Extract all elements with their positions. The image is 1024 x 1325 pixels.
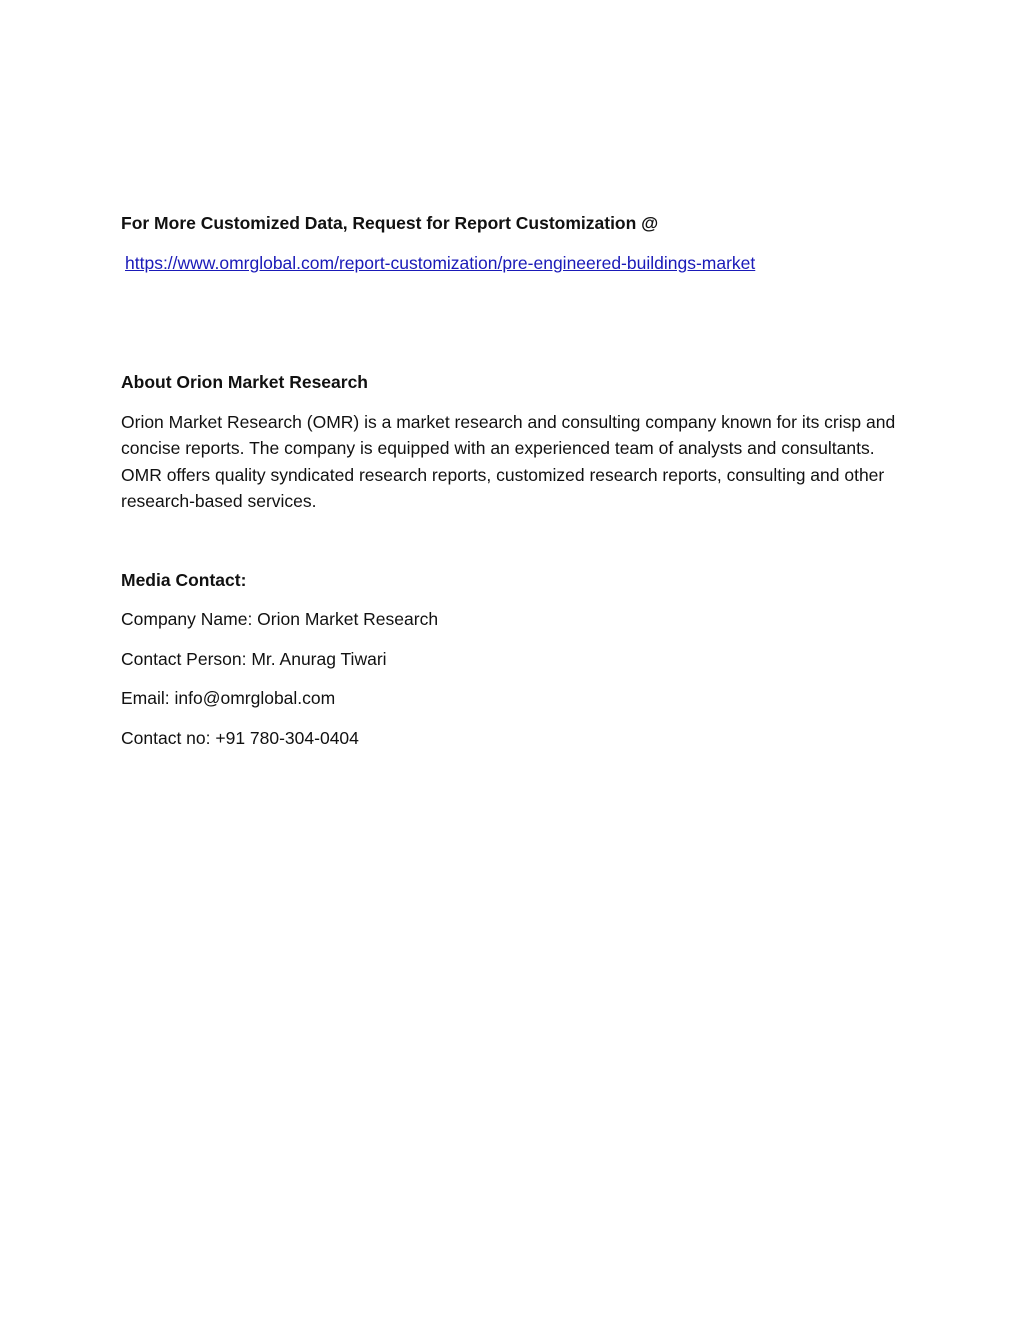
contact-person: Contact Person: Mr. Anurag Tiwari bbox=[121, 648, 387, 669]
customization-link[interactable]: https://www.omrglobal.com/report-customization/pre-engineered-buildings-market bbox=[125, 252, 756, 273]
about-heading: About Orion Market Research bbox=[121, 372, 368, 392]
contact-phone: Contact no: +91 780-304-0404 bbox=[121, 727, 359, 748]
about-paragraph: Orion Market Research (OMR) is a market research and consulting company known for its crisp and concise reports. The company is equipped with an experienced team of analysts and consultants. OMR offers quality syndicated research reports, customized research reports, consulting and other research-based services. bbox=[121, 411, 896, 511]
contact-company: Company Name: Orion Market Research bbox=[121, 609, 439, 629]
customization-link-line bbox=[125, 250, 911, 277]
media-contact-heading: Media Contact: bbox=[121, 569, 247, 590]
customization-heading: For More Customized Data, Request for Report Customization @ bbox=[121, 213, 659, 233]
contact-email: Email: info@omrglobal.com bbox=[121, 688, 336, 708]
page-content bbox=[121, 210, 911, 751]
